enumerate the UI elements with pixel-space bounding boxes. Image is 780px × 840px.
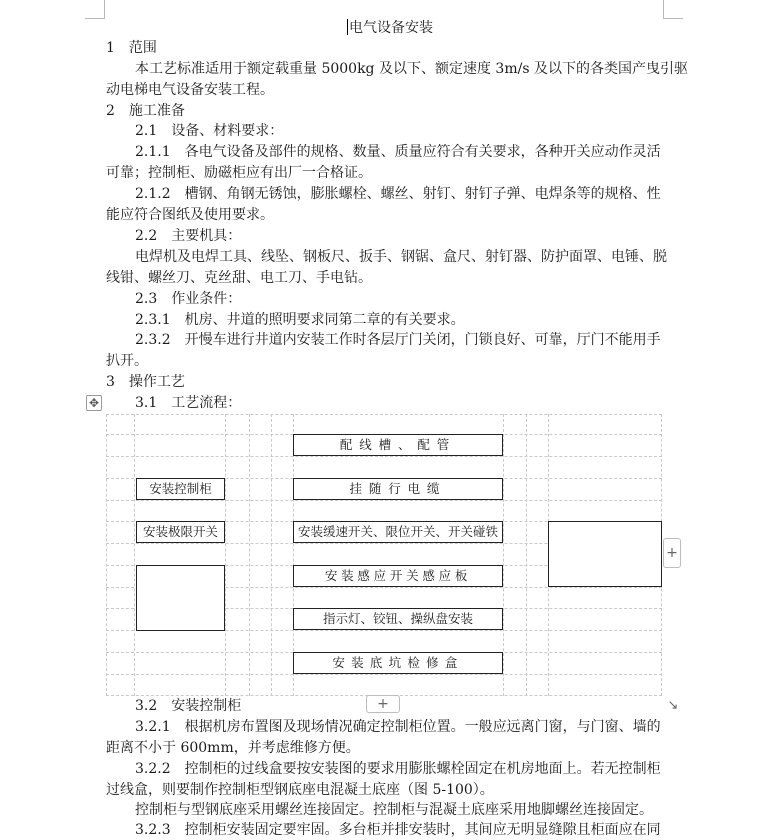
add-row-button[interactable]: + bbox=[366, 695, 400, 713]
section-2-2-heading: 2.2 主要机具： bbox=[135, 228, 242, 244]
table-resize-handle-icon[interactable]: ↘ bbox=[667, 698, 679, 713]
text-cursor bbox=[347, 19, 348, 35]
table-grid-line bbox=[106, 456, 662, 457]
section-3-heading: 3 操作工艺 bbox=[106, 374, 185, 390]
section-1-paragraph-line-1: 本工艺标准适用于额定载重量 5000kg 及以下、额定速度 3m/s 及以下的各类国产曳引驱 bbox=[135, 61, 688, 77]
section-2-2-line-1: 电焊机及电焊工具、线坠、钢板尺、扳手、钢锯、盒尺、射钉器、防护面罩、电锤、脱 bbox=[135, 249, 667, 265]
section-2-1-2-line-2: 能应符合图纸及使用要求。 bbox=[106, 207, 274, 223]
section-2-1-1-line-1: 2.1.1 各电气设备及部件的规格、数量、质量应符合有关要求，各种开关应动作灵活 bbox=[135, 144, 661, 160]
table-grid-line bbox=[225, 414, 226, 696]
section-1-paragraph-line-2: 动电梯电气设备安装工程。 bbox=[106, 82, 274, 98]
flow-step-travel-cable: 挂随行电缆 bbox=[293, 478, 503, 500]
table-grid-line bbox=[271, 414, 272, 696]
flow-step-empty-left bbox=[136, 565, 225, 631]
table-grid-line bbox=[526, 414, 527, 696]
crop-mark-top-left-vertical bbox=[104, 0, 105, 18]
section-3-2-2-line-1: 3.2.2 控制柜的过线盒要按安装图的要求用膨胀螺栓固定在机房地面上。若无控制柜 bbox=[135, 761, 661, 777]
section-2-3-heading: 2.3 作业条件： bbox=[135, 291, 242, 307]
table-grid-line bbox=[503, 414, 504, 696]
section-3-2-heading: 3.2 安装控制柜 bbox=[135, 698, 242, 714]
section-3-1-heading: 3.1 工艺流程： bbox=[135, 395, 242, 411]
section-2-1-2-line-1: 2.1.2 槽钢、角钢无锈蚀，膨胀螺栓、螺丝、射钉、射钉子弹、电焊条等的规格、性 bbox=[135, 186, 661, 202]
table-grid-line bbox=[106, 500, 662, 501]
flow-step-pit-box: 安装底坑检修盒 bbox=[293, 652, 503, 674]
flow-step-control-cabinet: 安装控制柜 bbox=[136, 478, 225, 500]
section-2-3-1: 2.3.1 机房、井道的照明要求同第二章的有关要求。 bbox=[135, 312, 465, 328]
section-2-3-2-line-2: 扒开。 bbox=[106, 353, 148, 369]
section-3-2-2-line-2: 过线盒，则要制作控制柜型钢底座电混凝土底座（图 5-100）。 bbox=[106, 782, 494, 798]
document-title-text: 电气设备安装 bbox=[349, 20, 433, 36]
section-1-heading: 1 范围 bbox=[106, 40, 157, 56]
flow-step-final-limit-switch: 安装极限开关 bbox=[136, 521, 225, 543]
section-3-2-2-line-3: 控制柜与型钢底座采用螺丝连接固定。控制柜与混凝土底座采用地脚螺丝连接固定。 bbox=[135, 802, 653, 818]
table-grid-line bbox=[249, 414, 250, 696]
process-flow-table[interactable] bbox=[106, 414, 662, 696]
flow-step-limit-switches: 安装缓速开关、限位开关、开关碰铁 bbox=[293, 521, 503, 543]
section-2-1-heading: 2.1 设备、材料要求： bbox=[135, 123, 284, 139]
flow-step-induction-plate: 安装感应开关感应板 bbox=[293, 565, 503, 587]
section-2-1-1-line-2: 可靠；控制柜、励磁柜应有出厂一合格证。 bbox=[106, 165, 372, 181]
section-3-2-3-line-1: 3.2.3 控制柜安装固定要牢固。多台柜并排安装时，其间应无明显缝隙且柜面应在同 bbox=[135, 822, 661, 838]
flow-step-empty-right bbox=[548, 521, 662, 587]
section-2-heading: 2 施工准备 bbox=[106, 103, 185, 119]
add-column-button[interactable]: + bbox=[663, 538, 681, 568]
section-3-2-1-line-2: 距离不小于 600mm，并考虑维修方便。 bbox=[106, 740, 360, 756]
section-2-2-line-2: 线钳、螺丝刀、克丝甜、电工刀、手电钻。 bbox=[106, 270, 372, 286]
document-title[interactable] bbox=[0, 18, 780, 38]
table-grid-line bbox=[106, 674, 662, 675]
table-grid-line bbox=[134, 414, 135, 696]
table-move-handle-icon[interactable]: ✥ bbox=[86, 395, 102, 411]
crop-mark-top-right-vertical bbox=[663, 0, 664, 18]
section-3-2-1-line-1: 3.2.1 根据机房布置图及现场情况确定控制柜位置。一般应远离门窗，与门窗、墙的 bbox=[135, 719, 661, 735]
flow-step-wiring-conduit: 配线槽、配管 bbox=[293, 434, 503, 456]
flow-step-indicator-panel: 指示灯、铰钮、操纵盘安装 bbox=[293, 608, 503, 630]
section-2-3-2-line-1: 2.3.2 开慢车进行井道内安装工作时各层厅门关闭，门锁良好、可靠，厅门不能用手 bbox=[135, 332, 661, 348]
